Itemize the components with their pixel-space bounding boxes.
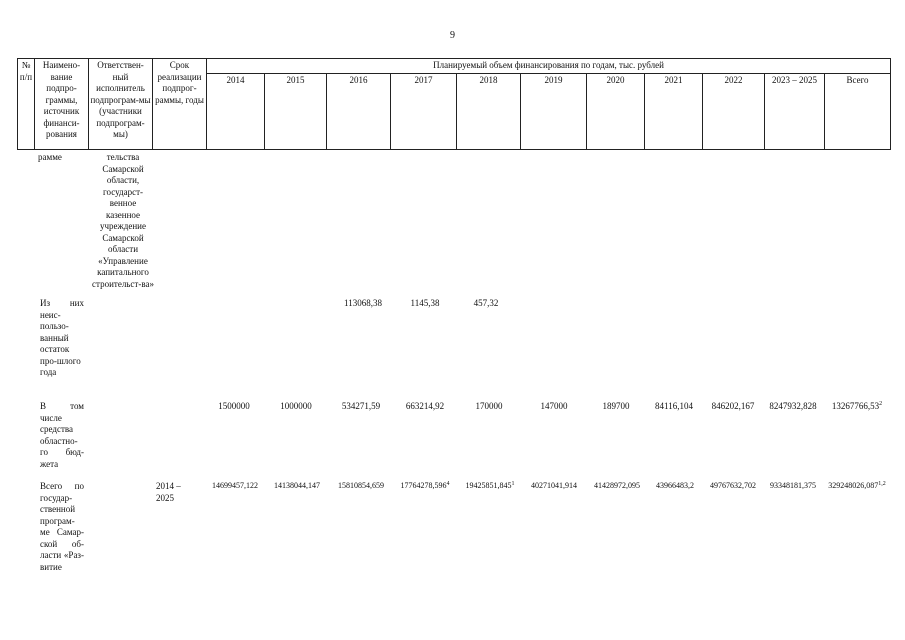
row3-value-2015: 14138044,147 (274, 481, 320, 490)
header-no: № п/п (18, 59, 35, 150)
row1-value-2017: 1145,38 (410, 298, 440, 308)
row3-2018-text: 19425851,845 (465, 481, 512, 490)
row3-value-2021: 43966483,2 (656, 481, 694, 490)
row3-2018-sup: 1 (511, 481, 515, 487)
header-total: Всего (825, 73, 891, 149)
row3-2017-sup: 4 (446, 481, 450, 487)
row3-term: 2014 – 2025 (156, 481, 181, 503)
row0-name: рамме (38, 152, 62, 162)
row3-2017-text: 17764278,596 (400, 481, 447, 490)
row1-value-2018: 457,32 (473, 298, 499, 308)
row3-value-2017 (392, 481, 458, 490)
header-year: 2017 (391, 73, 457, 149)
header-responsible: Ответствен-ный исполнитель подпрограм-мы (участники подпрограм-мы) (89, 59, 153, 150)
row3-value-2016: 15810854,659 (338, 481, 384, 490)
row2-value-2016: 534271,59 (341, 401, 381, 411)
row2-value-2020: 189700 (602, 401, 630, 411)
row3-total-sup: 1,2 (878, 481, 886, 487)
row2-value-2014: 1500000 (218, 401, 250, 411)
row2-value-2015: 1000000 (280, 401, 312, 411)
page-number: 9 (450, 30, 455, 41)
header-year: 2016 (327, 73, 391, 149)
row2-value-2019: 147000 (540, 401, 568, 411)
row2-value-total (822, 401, 892, 411)
row3-value-2018 (457, 481, 523, 490)
row3-total-text: 329248026,087 (828, 481, 879, 490)
row3-value-2023-2025: 93348181,375 (770, 481, 816, 490)
table-header (17, 58, 891, 150)
row1-value-2016: 113068,38 (344, 298, 382, 308)
row3-value-2019: 40271041,914 (531, 481, 577, 490)
row2-value-2018: 170000 (475, 401, 503, 411)
row2-value-2022: 846202,167 (711, 401, 755, 411)
header-year: 2023 – 2025 (765, 73, 825, 149)
header-year: 2014 (207, 73, 265, 149)
header-year: 2015 (265, 73, 327, 149)
row3-name: Всего по государ-ственной програм-ме Самар-ской об-ласти «Раз-витие (40, 481, 84, 572)
row3-value-total (822, 481, 892, 490)
row3-value-2014: 14699457,122 (212, 481, 258, 490)
row3-value-2020: 41428972,095 (594, 481, 640, 490)
header-year: 2022 (703, 73, 765, 149)
header-term: Срок реализации подпрог-раммы, годы (153, 59, 207, 150)
row2-total-text: 13267766,53 (831, 401, 880, 411)
row2-value-2023-2025: 8247932,828 (769, 401, 817, 411)
row0-responsible: тельства Самарской области, государст-венное казенное учреждение Самарской области «Управление капитального строительст-ва» (92, 152, 154, 289)
header-year: 2019 (521, 73, 587, 149)
row3-value-2022: 49767632,702 (710, 481, 756, 490)
row1-name: Из них неис-пользо-ванный остаток про-шлого года (40, 298, 84, 377)
row2-value-2021: 84116,104 (655, 401, 693, 411)
row2-total-sup: 2 (879, 401, 883, 407)
header-year: 2018 (457, 73, 521, 149)
row2-name: В том числе средства областно-го бюд-жета (40, 401, 84, 469)
row2-value-2017: 663214,92 (405, 401, 445, 411)
header-funding-title: Планируемый объем финансирования по годам, тыс. рублей (207, 59, 891, 74)
header-year: 2020 (587, 73, 645, 149)
header-year: 2021 (645, 73, 703, 149)
header-name: Наимено-вание подпро-граммы, источник финанси-рования (35, 59, 89, 150)
